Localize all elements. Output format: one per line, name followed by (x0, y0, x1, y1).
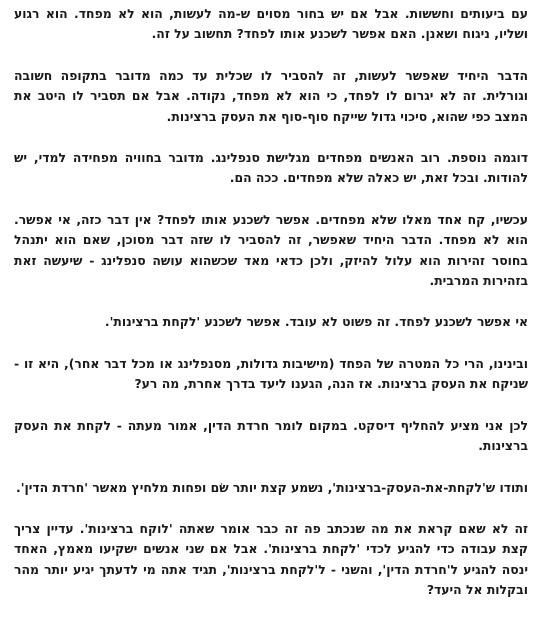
paragraph-1: עם ביעותים וחששות. אבל אם יש בחור מסוים ש-מה לעשות, הוא לא מפחד. הוא רגוע ושליו, ניגוח ושאנן. האם אפשר לשכנע אותו לפחד? תחשוב על זה. (14, 6, 528, 42)
paragraph-7: לכן אני מציע להחליף דיסקט. במקום לומר חרדת הדין, אמור מעתה - לקחת את העסק ברצינות. (14, 417, 528, 454)
paragraph-8: ותודו ש'לקחת-את-העסק-ברצינות', נשמע קצת יותר שׂם ופחות מלחיץ מאשר 'חרדת הדין'. (16, 479, 528, 495)
paragraph-9: זה לא שאם קראת את מה שנכתב פה זה כבר אומר שאתה 'לוקח ברצינות'. עדיין צריך קצת עבודה כדי להגיע לכדי 'לקחת ברצינות'. אבל אם שני אנשים ישקיעו מאמץ, האחד ינסה להגיע ל'חרדת הדין', והשני - ל'לקחת ברצינות', תגיד אתה מי לדעתך יגיע יותר מהר ובקלות אל היעד? (14, 520, 528, 598)
paragraph-2: הדבר היחיד שאפשר לעשות, זה להסביר לו שכלית עד כמה מדובר בתקופה חשובה וגורלית. זה לא יגרום לו לפחד, כי הוא לא מפחד, נקודה. אבל אם תסביר לו היטב את המצב כפי שהוא, סיכוי גדול שייקח סוף-סוף את העסק ברצינות. (14, 67, 528, 124)
paragraph-4: עכשיו, קח אחד מאלו שלא מפחדים. אפשר לשכנע אותו לפחד? אין דבר כזה, אי אפשר. הוא לא מפחד. הדבר היחיד שאפשר, זה להסביר לו שזה דבר מסוכן, שאם הוא יתנהל בחוסר זהירות הוא עלול להיזק, ולכן כדאי מאד שכשהוא עושה סנפלינג - שיעשה זאת בזהירות המרבית. (14, 211, 528, 289)
paragraph-6: ובינינו, הרי כל המטרה של הפחד (מישיבות גדולות, מסנפלינג או מכל דבר אחר), היא זו - שניקח את העסק ברצינות. אז הנה, הגענו ליעד בדרך אחרת, מה רע? (14, 355, 528, 392)
document-body (14, 4, 528, 622)
paragraph-3: דוגמה נוספת. רוב האנשים מפחדים מגלישת סנפלינג. מדובר בחוויה מפחידה למדי, יש להודות. ובכל זאת, יש כאלה שלא מפחדים. ככה הם. (14, 150, 528, 186)
paragraph-5: אי אפשר לשכנע לפחד. זה פשוט לא עובד. אפשר לשכנע 'לקחת ברצינות'. (104, 314, 528, 330)
